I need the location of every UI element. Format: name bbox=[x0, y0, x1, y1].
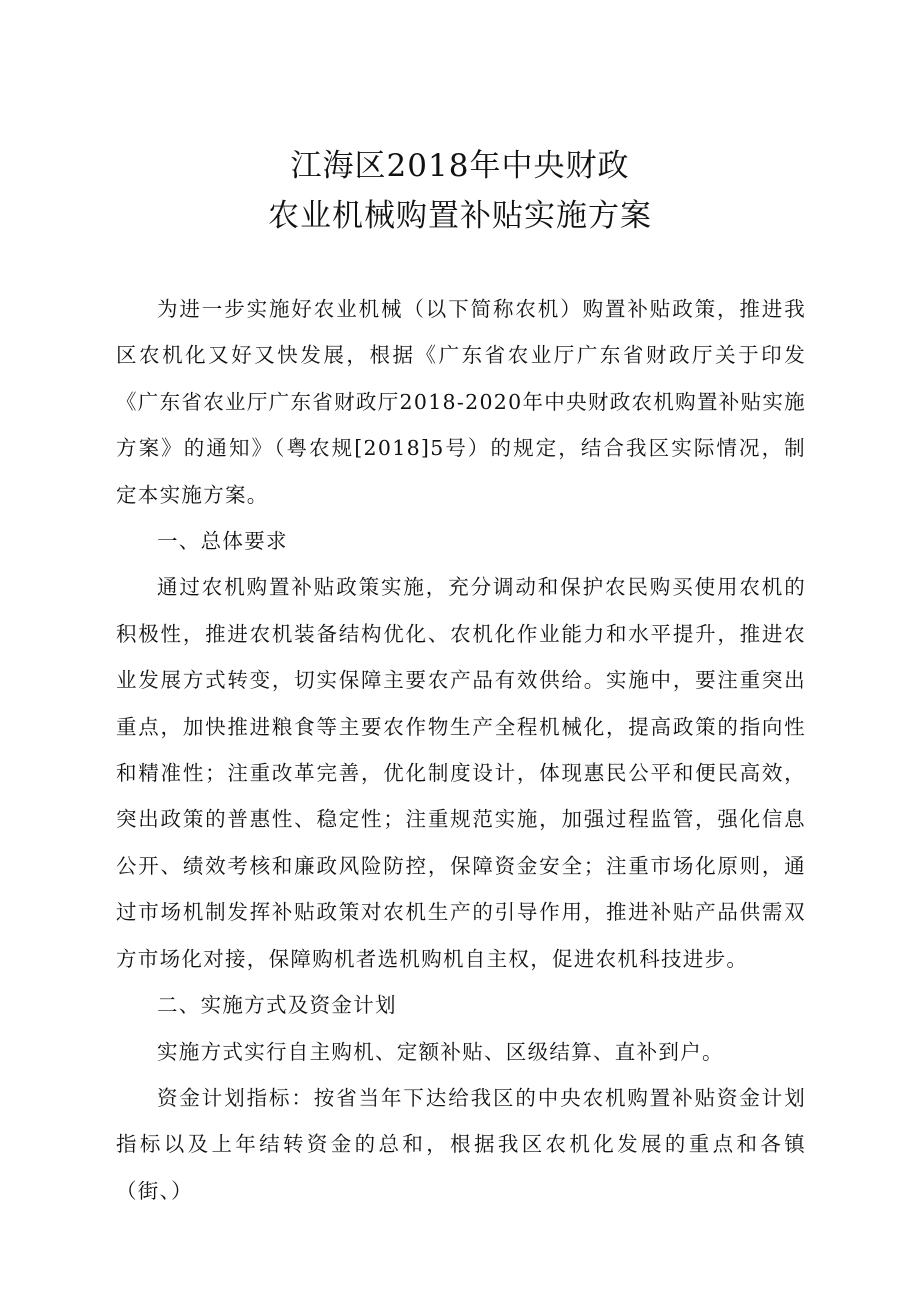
section-1-paragraph: 通过农机购置补贴政策实施，充分调动和保护农民购买使用农机的积极性，推进农机装备结构优化、农机化作业能力和水平提升，推进农业发展方式转变，切实保障主要农产品有效供给。实施中，要注重突出重点，加快推进粮食等主要农作物生产全程机械化，提高政策的指向性和精准性；注重改革完善，优化制度设计，体现惠民公平和便民高效，突出政策的普惠性、稳定性；注重规范实施，加强过程监管，强化信息公开、绩效考核和廉政风险防控，保障资金安全；注重市场化原则，通过市场机制发挥补贴政策对农机生产的引导作用，推进补贴产品供需双方市场化对接，保障购机者选机购机自主权，促进农机科技进步。 bbox=[116, 575, 806, 971]
section-1-heading: 一、总体要求 bbox=[157, 529, 288, 554]
document-body bbox=[116, 286, 806, 1214]
intro-paragraph: 为进一步实施好农业机械（以下简称农机）购置补贴政策，推进我区农机化又好又快发展，根据《广东省农业厅广东省财政厅关于印发《广东省农业厅广东省财政厅2018-2020年中央财政农机购置补贴实施方案》的通知》（粤农规[2018]5号）的规定，结合我区实际情况，制定本实施方案。 bbox=[116, 297, 806, 507]
document-title-line-1: 江海区2018年中央财政 bbox=[290, 148, 630, 184]
section-2-method-paragraph: 实施方式实行自主购机、定额补贴、区级结算、直补到户。 bbox=[157, 1039, 724, 1064]
section-2-funds-paragraph: 资金计划指标：按省当年下达给我区的中央农机购置补贴资金计划指标以及上年结转资金的总和，根据我区农机化发展的重点和各镇（街、） bbox=[116, 1085, 806, 1203]
document-title-line-2: 农业机械购置补贴实施方案 bbox=[268, 198, 652, 234]
section-2-heading: 二、实施方式及资金计划 bbox=[157, 993, 397, 1018]
